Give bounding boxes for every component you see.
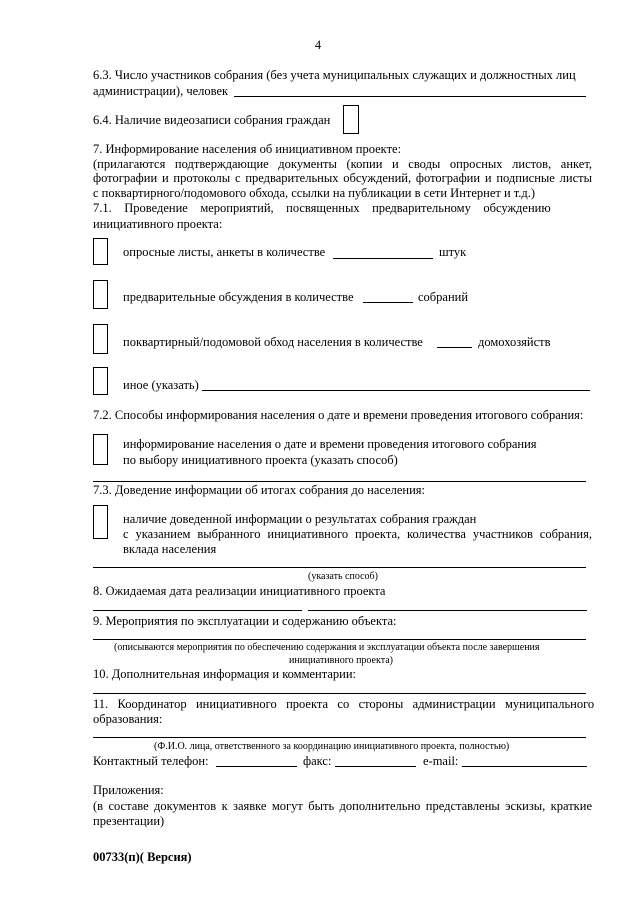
notification-method-checkbox[interactable] [93, 434, 108, 465]
discussions-checkbox[interactable] [93, 280, 108, 309]
phone-label: Контактный телефон: [93, 754, 209, 768]
notification-method-line1: информирование населения о дате и времени проведения итогового собрания [123, 437, 537, 451]
discussions-count-field[interactable] [363, 302, 413, 303]
households-count-field[interactable] [437, 347, 472, 348]
maintenance-field[interactable] [93, 639, 586, 640]
expected-date-field-a[interactable] [93, 610, 302, 611]
door-to-door-checkbox[interactable] [93, 324, 108, 354]
fax-label: факс: [303, 754, 332, 768]
section-6-4-label: 6.4. Наличие видеозаписи собрания граждан [93, 113, 331, 127]
maintenance-caption-line1: (описываются мероприятия по обеспечению содержания и эксплуатации объекта после завершения [114, 642, 540, 653]
notification-method-field[interactable] [93, 481, 586, 482]
results-info-line1: наличие доведенной информации о результатах собрания граждан [123, 512, 477, 526]
results-info-line3: вклада населения [123, 542, 217, 556]
section-7-title: 7. Информирование населения об инициативном проекте: [93, 142, 402, 156]
attachments-title: Приложения: [93, 783, 164, 797]
attachments-line1: (в составе документов к заявке могут быть дополнительно представлены эскизы, краткие [93, 799, 592, 813]
results-info-checkbox[interactable] [93, 505, 108, 539]
section-7-1-line2: инициативного проекта: [93, 217, 223, 231]
maintenance-caption-line2: инициативного проекта) [289, 655, 393, 666]
section-7-note-line3: с поквартирного/подомового обхода, ссылки на публикации в сети Интернет и т.д.) [93, 186, 536, 200]
discussions-unit: собраний [418, 290, 469, 304]
section-8-label: 8. Ожидаемая дата реализации инициативного проекта [93, 584, 386, 598]
expected-date-field-b[interactable] [308, 610, 587, 611]
other-field[interactable] [202, 390, 590, 391]
section-6-3-line2: администрации), человек [93, 84, 229, 98]
section-7-note-line2: фотографии и протоколы с предварительных обсуждений, фотографии и подписные листы [93, 171, 592, 185]
email-field[interactable] [462, 766, 587, 767]
document-code: 00733(п)( Версия) [93, 850, 192, 864]
attachments-line2: презентации) [93, 814, 165, 828]
section-11-line2: образования: [93, 712, 163, 726]
coordinator-caption: (Ф.И.О. лица, ответственного за координацию инициативного проекта, полностью) [154, 741, 510, 752]
surveys-unit: штук [439, 245, 467, 259]
section-7-note-line1: (прилагаются подтверждающие документы (копии и своды опросных листов, анкет, [93, 157, 592, 171]
other-checkbox[interactable] [93, 367, 108, 395]
surveys-count-field[interactable] [333, 258, 433, 259]
comments-field[interactable] [93, 693, 586, 694]
other-label: иное (указать) [123, 378, 199, 392]
section-7-2-title: 7.2. Способы информирования населения о дате и времени проведения итогового собрания: [93, 408, 584, 422]
section-10-title: 10. Дополнительная информация и комментарии: [93, 667, 356, 681]
section-6-3-line1: 6.3. Число участников собрания (без учета муниципальных служащих и должностных лиц [93, 68, 576, 82]
section-9-title: 9. Мероприятия по эксплуатации и содержанию объекта: [93, 614, 397, 628]
results-method-field[interactable] [93, 567, 586, 568]
surveys-checkbox[interactable] [93, 238, 108, 265]
door-to-door-unit: домохозяйств [478, 335, 551, 349]
participants-count-field[interactable] [234, 96, 586, 97]
email-label: e-mail: [423, 754, 459, 768]
door-to-door-label: поквартирный/подомовой обход населения в количестве [123, 335, 423, 349]
video-recording-checkbox[interactable] [343, 105, 359, 134]
results-method-caption: (указать способ) [308, 571, 378, 582]
discussions-label: предварительные обсуждения в количестве [123, 290, 354, 304]
section-11-line1: 11. Координатор инициативного проекта со стороны администрации муниципального [93, 697, 595, 711]
notification-method-line2: по выбору инициативного проекта (указать способ) [123, 453, 398, 467]
phone-field[interactable] [216, 766, 297, 767]
coordinator-name-field[interactable] [93, 737, 586, 738]
page-number: 4 [314, 38, 322, 52]
surveys-label: опросные листы, анкеты в количестве [123, 245, 326, 259]
fax-field[interactable] [335, 766, 416, 767]
results-info-line2: с указанием выбранного инициативного проекта, количества участников собрания, [123, 527, 592, 541]
section-7-3-title: 7.3. Доведение информации об итогах собрания до населения: [93, 483, 426, 497]
section-7-1-line1: 7.1. Проведение мероприятий, посвященных предварительному обсуждению [93, 201, 551, 215]
